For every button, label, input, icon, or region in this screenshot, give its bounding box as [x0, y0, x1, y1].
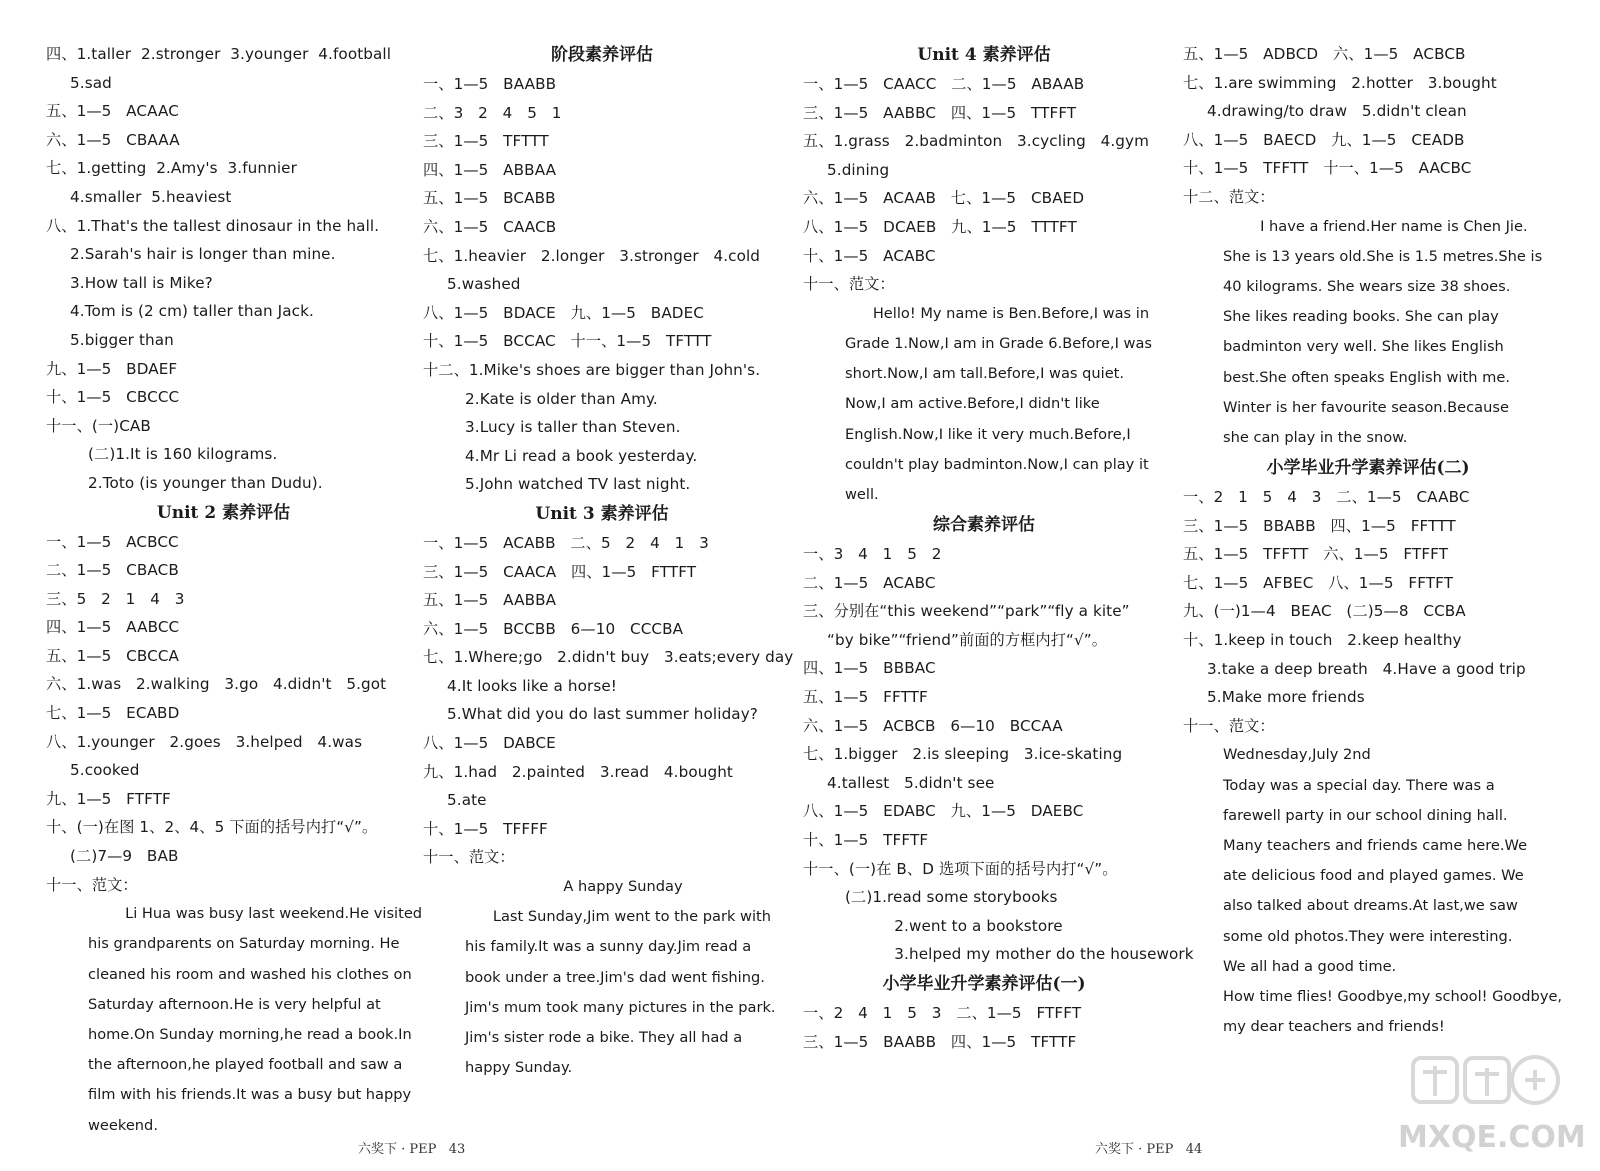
answer-line: 八、1—5 BDACE 九、1—5 BADEC [423, 303, 704, 322]
section-title: Unit 3 素养评估 [535, 503, 669, 524]
essay-line: some old photos.They were interesting. [1223, 927, 1513, 945]
essay-line: Li Hua was busy last weekend.He visited [88, 905, 423, 923]
essay-line: Winter is her favourite season.Because [1223, 398, 1509, 416]
answer-line: 五、1—5 TFFTT 六、1—5 FTFFT [1183, 545, 1449, 564]
answer-line: 一、1—5 BAABB [423, 75, 557, 93]
essay-line: Last Sunday,Jim went to the park with [465, 908, 771, 926]
answer-line: 十、1—5 TFFTT 十一、1—5 AACBC [1183, 159, 1472, 178]
answer-line: 5.John watched TV last night. [465, 475, 691, 494]
essay-line: Today was a special day. There was a [1223, 776, 1495, 794]
answer-line: 十二、范文： [1183, 187, 1275, 206]
answer-line: 八、1—5 DCAEB 九、1—5 TTTFT [803, 217, 1077, 236]
answer-line: 十一、范文： [423, 848, 515, 867]
answer-line: 八、1—5 BAECD 九、1—5 CEADB [1183, 130, 1465, 149]
answer-line: 五、1—5 FFTTF [803, 688, 928, 707]
answer-list [46, 40, 401, 899]
section-title: Unit 4 素养评估 [917, 45, 1051, 65]
essay-line: couldn't play badminton.Now,I can play it [845, 455, 1149, 473]
answer-line: 十一、范文： [46, 875, 138, 894]
answer-line: 九、1—5 FTFTF [46, 789, 171, 808]
essay-line: She is 13 years old.She is 1.5 metres.She is [1223, 247, 1543, 265]
answer-line: 七、1.Where;go 2.didn't buy 3.eats;every day [423, 648, 794, 667]
answer-line: 六、1.was 2.walking 3.go 4.didn't 5.got [46, 675, 387, 694]
answer-line: 八、1.That's the tallest dinosaur in the hall. [46, 216, 380, 235]
answer-line: “by bike”“friend”前面的方框内打“√”。 [827, 630, 1107, 649]
answer-line: 六、1—5 CAACB [423, 217, 557, 236]
section-title: 小学毕业升学素养评估(二) [1266, 458, 1470, 479]
answer-line: 一、1—5 CAACC 二、1—5 ABAAB [803, 75, 1085, 93]
section-title: 阶段素养评估 [551, 45, 653, 65]
essay-line: Jim's sister rode a bike. They all had a [465, 1028, 743, 1046]
watermark-text: MXQE.COM [1398, 1120, 1586, 1155]
answer-line: 4.tallest 5.didn't see [827, 773, 995, 792]
essay-line: farewell party in our school dining hall. [1223, 806, 1508, 824]
answer-line: (二)7—9 BAB [70, 847, 179, 866]
sample-essay [1183, 740, 1563, 1042]
essay-line: Now,I am active.Before,I didn't like [845, 395, 1100, 413]
answer-line: 八、1.younger 2.goes 3.helped 4.was [46, 732, 363, 751]
essay-line: Hello! My name is Ben.Before,I was in [845, 304, 1150, 322]
answer-line: 2.Kate is older than Amy. [465, 389, 658, 408]
essay-line: also talked about dreams.At last,we saw [1223, 897, 1518, 915]
answer-line: 七、1.are swimming 2.hotter 3.bought [1183, 73, 1497, 92]
essay-line: We all had a good time. [1223, 957, 1397, 975]
answer-line: 十、1.keep in touch 2.keep healthy [1183, 631, 1462, 650]
answer-list [423, 40, 794, 872]
answer-line: 3.helped my mother do the housework [845, 945, 1194, 964]
answer-line: 十、1—5 TFFFF [423, 819, 548, 838]
answer-line: 六、1—5 CBAAA [46, 130, 180, 149]
answer-line: 二、1—5 ACABC [803, 573, 936, 592]
answer-line: 九、1.had 2.painted 3.read 4.bought [423, 762, 733, 781]
answer-line: 五、1—5 ADBCD 六、1—5 ACBCB [1183, 45, 1466, 63]
answer-line: 4.Tom is (2 cm) taller than Jack. [70, 302, 314, 321]
answer-line: 十一、范文： [803, 275, 895, 294]
essay-title: A happy Sunday [563, 878, 683, 896]
essay-line: 40 kilograms. She wears size 38 shoes. [1223, 277, 1511, 295]
answer-line: 5.What did you do last summer holiday? [447, 705, 758, 724]
answer-line: 4.smaller 5.heaviest [70, 187, 232, 206]
answer-line: 二、3 2 4 5 1 [423, 103, 562, 122]
answer-line: (二)1.It is 160 kilograms. [88, 445, 278, 464]
sample-essay [1183, 212, 1553, 454]
essay-line: his family.It was a sunny day.Jim read a [465, 938, 752, 956]
column-3 [803, 40, 1194, 1056]
answer-line: 八、1—5 EDABC 九、1—5 DAEBC [803, 802, 1084, 821]
answer-line: 5.dining [827, 160, 890, 179]
answer-line: 五、1—5 BCABB [423, 189, 556, 208]
essay-line: I have a friend.Her name is Chen Jie. [1223, 217, 1528, 235]
section-title: 综合素养评估 [933, 515, 1035, 536]
answer-line: 四、1—5 BBBAC [803, 659, 936, 678]
answer-line: 七、1—5 ECABD [46, 704, 180, 723]
answer-line: 六、1—5 ACAAB 七、1—5 CBAED [803, 189, 1085, 208]
essay-line: my dear teachers and friends! [1223, 1018, 1445, 1036]
answer-line: 十、1—5 BCCAC 十一、1—5 TFTTT [423, 332, 712, 351]
answer-line: 一、1—5 ACABB 二、5 2 4 1 3 [423, 533, 709, 552]
essay-line: his grandparents on Saturday morning. He [88, 935, 400, 953]
answer-line: 三、1—5 TFTTT [423, 132, 549, 151]
answer-line: 2.Toto (is younger than Dudu). [88, 473, 323, 492]
answer-line: 七、1.heavier 2.longer 3.stronger 4.cold [423, 246, 761, 265]
answer-line: 五、1—5 ACAAC [46, 102, 179, 121]
essay-line: badminton very well. She likes English [1223, 338, 1504, 356]
answer-line: 3.How tall is Mike? [70, 273, 213, 292]
essay-line: film with his friends.It was a busy but happy [88, 1086, 412, 1104]
answer-line: 七、1.getting 2.Amy's 3.funnier [46, 159, 297, 178]
answer-line: 三、分别在“this weekend”“park”“fly a kite” [803, 602, 1130, 621]
essay-line: English.Now,I like it very much.Before,I [845, 425, 1131, 443]
answer-line: 4.It looks like a horse! [447, 676, 617, 695]
answer-line: 5.cooked [70, 761, 140, 780]
column-2 [423, 40, 794, 1083]
answer-line: 四、1—5 AABCC [46, 618, 180, 637]
answer-line: 二、1—5 CBACB [46, 561, 179, 580]
answer-line: 十一、范文： [1183, 716, 1275, 735]
answer-line: 三、1—5 CAACA 四、1—5 FTTFT [423, 562, 697, 581]
answer-line: 十、1—5 ACABC [803, 246, 936, 265]
essay-line: Grade 1.Now,I am in Grade 6.Before,I was [845, 334, 1152, 352]
essay-line: the afternoon,he played football and saw a [88, 1056, 403, 1074]
answer-line: 5.bigger than [70, 330, 174, 349]
answer-line: 5.sad [70, 73, 112, 92]
sample-essay [803, 299, 1165, 510]
essay-line: short.Now,I am tall.Before,I was quiet. [845, 365, 1125, 383]
answer-line: 七、1—5 AFBEC 八、1—5 FFTFT [1183, 573, 1454, 592]
essay-line: How time flies! Goodbye,my school! Goodbye, [1223, 987, 1563, 1005]
answer-list [803, 40, 1165, 299]
essay-line: She likes reading books. She can play [1223, 308, 1499, 326]
essay-line: Jim's mum took many pictures in the park. [465, 998, 776, 1016]
answer-line: 八、1—5 DABCE [423, 734, 556, 753]
answer-line: 五、1—5 AABBA [423, 591, 557, 610]
page-number-right: 六奖下 · PEP 44 [1095, 1142, 1203, 1157]
essay-line: cleaned his room and washed his clothes on [88, 965, 412, 983]
answer-line: 一、2 1 5 4 3 二、1—5 CAABC [1183, 488, 1470, 507]
answer-line: 五、1.grass 2.badminton 3.cycling 4.gym [803, 132, 1150, 151]
answer-line: 七、1.bigger 2.is sleeping 3.ice-skating [803, 745, 1123, 764]
answer-line: 十一、(一)CAB [46, 416, 151, 435]
answer-line: 五、1—5 CBCCA [46, 646, 180, 665]
answer-line: 2.went to a bookstore [845, 916, 1063, 935]
answer-line: 一、3 4 1 5 2 [803, 545, 942, 564]
answer-line: 三、1—5 BAABB 四、1—5 TFTTF [803, 1032, 1077, 1051]
answer-line: 5.washed [447, 275, 521, 294]
answer-line: 四、1—5 ABBAA [423, 160, 557, 179]
answer-line: 十、(一)在图 1、2、4、5 下面的括号内打“√”。 [46, 818, 378, 837]
answer-line: 5.Make more friends [1207, 688, 1365, 707]
answer-line: 四、1.taller 2.stronger 3.younger 4.football [46, 45, 392, 63]
answer-line: 一、2 4 1 5 3 二、1—5 FTFFT [803, 1003, 1082, 1022]
answer-line: 一、1—5 ACBCC [46, 532, 179, 551]
essay-line: happy Sunday. [465, 1059, 573, 1077]
answer-line: 3.take a deep breath 4.Have a good trip [1207, 659, 1526, 678]
answer-list [1183, 453, 1553, 740]
answer-line: 九、1—5 BDAEF [46, 359, 178, 378]
answer-line: 十一、(一)在 B、D 选项下面的括号内打“√”。 [803, 859, 1118, 878]
essay-line: well. [845, 485, 879, 503]
essay-line: weekend. [88, 1116, 158, 1134]
answer-line: 5.ate [447, 791, 487, 810]
answer-line: 六、1—5 ACBCB 6—10 BCCAA [803, 716, 1063, 735]
answer-line: 十二、1.Mike's shoes are bigger than John's. [423, 360, 761, 379]
essay-line: she can play in the snow. [1223, 428, 1408, 446]
essay-line: Saturday afternoon.He is very helpful at [88, 995, 381, 1013]
essay-line: home.On Sunday morning,he read a book.In [88, 1025, 412, 1043]
column-1 [46, 40, 423, 1141]
answer-list [1183, 40, 1553, 212]
section-title: 小学毕业升学素养评估(一) [882, 973, 1086, 994]
answer-line: 4.Mr Li read a book yesterday. [465, 446, 698, 465]
answer-line: 九、(一)1—4 BEAC (二)5—8 CCBA [1183, 602, 1466, 621]
sample-essay [46, 899, 423, 1141]
section-title: Unit 2 素养评估 [156, 502, 291, 523]
answer-line: 三、1—5 BBABB 四、1—5 FFTTT [1183, 516, 1456, 535]
answer-line: 六、1—5 BCCBB 6—10 CCCBA [423, 619, 684, 638]
page-number-left: 六奖下 · PEP 43 [358, 1142, 466, 1157]
essay-line: Wednesday,July 2nd [1223, 746, 1371, 764]
answer-line: 三、5 2 1 4 3 [46, 589, 185, 608]
answer-line: 3.Lucy is taller than Steven. [465, 418, 681, 437]
answer-line: 2.Sarah's hair is longer than mine. [70, 245, 336, 264]
answer-line: 三、1—5 AABBC 四、1—5 TTFFT [803, 103, 1077, 122]
essay-line: Many teachers and friends came here.We [1223, 836, 1528, 854]
essay-line: ate delicious food and played games. We [1223, 867, 1524, 885]
essay-line: best.She often speaks English with me. [1223, 368, 1510, 386]
answer-line: 4.drawing/to draw 5.didn't clean [1207, 102, 1467, 121]
essay-line: book under a tree.Jim's dad went fishing. [465, 968, 765, 986]
answer-list [803, 510, 1194, 1056]
answer-line: 十、1—5 TFFTF [803, 831, 929, 849]
column-4 [1183, 40, 1563, 1042]
answer-line: (二)1.read some storybooks [845, 888, 1058, 907]
answer-line: 十、1—5 CBCCC [46, 388, 180, 407]
sample-essay [423, 872, 781, 1083]
